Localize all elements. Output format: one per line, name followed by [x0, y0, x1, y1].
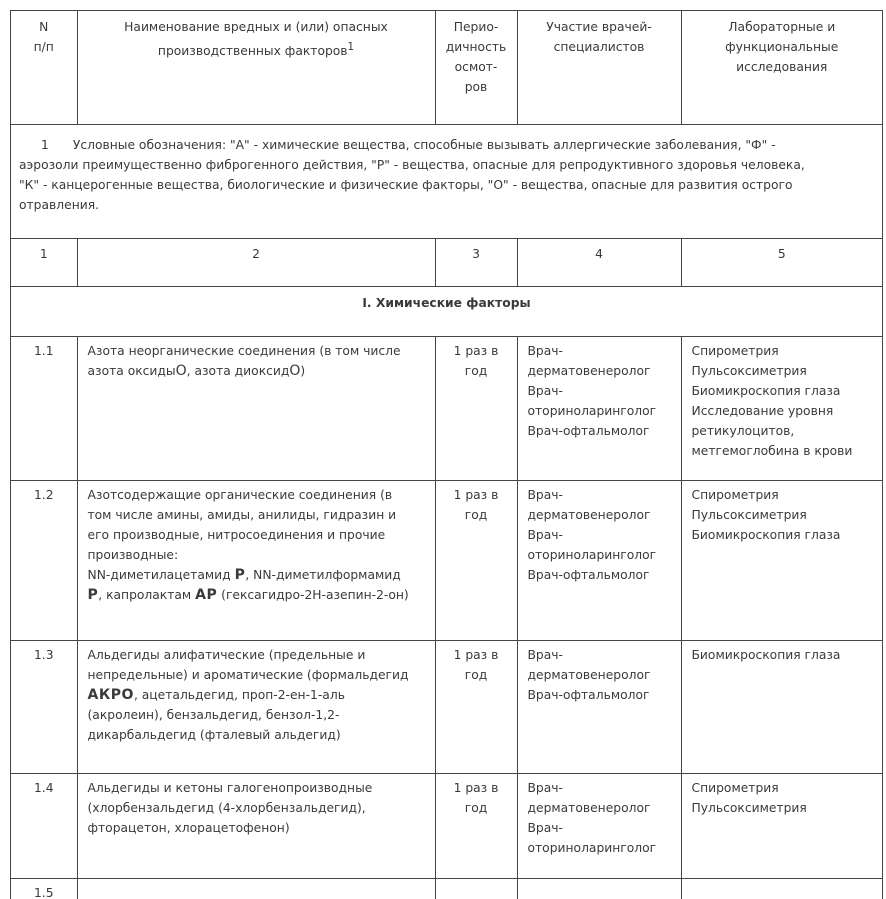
header-factor-name: Наименование вредных и (или) опасных производственных факторов$^1$ [77, 11, 435, 124]
row-doctors [517, 878, 681, 899]
section-title: I. Химические факторы [11, 286, 882, 336]
row-number: 1.3 [11, 640, 77, 773]
column-number: 4 [517, 238, 681, 286]
header-doctors: Участие врачей- специалистов [517, 11, 681, 124]
row-factor: Альдегиды и кетоны галогенопроизводные (хлорбензальдегид (4-хлорбензальдегид), фторацетон, хлорацетофенон) [77, 773, 435, 878]
header-tests: Лабораторные и функциональные исследования [681, 11, 882, 124]
row-number: 1.5 [11, 878, 77, 899]
column-number: 3 [435, 238, 517, 286]
row-doctors: Врач- дерматовенеролог Врач- оториноларинголог [517, 773, 681, 878]
row-factor: Альдегиды алифатические (предельные и непредельные) и ароматические (формальдегид АКРО, ацетальдегид, проп-2-ен-1-аль (акролеин), бензальдегид, бензол-1,2- дикарбальдегид (фталевый альдегид) [77, 640, 435, 773]
row-number: 1.4 [11, 773, 77, 878]
footnote-text: 1 Условные обозначения: "А" - химические вещества, способные вызывать аллергические заболевания, "Ф" - аэрозоли преимущественно фиброгенного действия, "Р" - вещества, опасные для репродуктивного здоровья человека, "К" - канцерогенные вещества, биологические и физические факторы, "О" - вещества, опасные для развития острого отравления. [11, 124, 882, 238]
section-row [11, 286, 882, 336]
row-doctors: Врач- дерматовенеролог Врач- оториноларинголог Врач-офтальмолог [517, 336, 681, 480]
table-row [11, 640, 882, 773]
row-tests: Спирометрия Пульсоксиметрия [681, 773, 882, 878]
column-number: 2 [77, 238, 435, 286]
row-factor: Азотсодержащие органические соединения (в том числе амины, амиды, анилиды, гидразин и его производные, нитросоединения и прочие производные: NN-диметилацетамид Р, NN-диметилформамид Р, капролактам АР (гексагидро-2Н-азепин-2-он) [77, 480, 435, 640]
table-row-partial [11, 878, 882, 899]
row-tests: Спирометрия Пульсоксиметрия Биомикроскопия глаза Исследование уровня ретикулоцитов, метгемоглобина в крови [681, 336, 882, 480]
row-period [435, 878, 517, 899]
table-row [11, 773, 882, 878]
row-doctors: Врач- дерматовенеролог Врач- оториноларинголог Врач-офтальмолог [517, 480, 681, 640]
factors-table [11, 11, 882, 899]
row-factor: Азота неорганические соединения (в том числе азота оксидыО, азота диоксидО) [77, 336, 435, 480]
footnote-mark: 1 [41, 137, 49, 152]
row-number: 1.2 [11, 480, 77, 640]
table-row [11, 480, 882, 640]
footnote-mark: 1 [347, 41, 355, 53]
column-number-row [11, 238, 882, 286]
header-number: N п/п [11, 11, 77, 124]
column-number: 1 [11, 238, 77, 286]
column-number: 5 [681, 238, 882, 286]
row-doctors: Врач- дерматовенеролог Врач-офтальмолог [517, 640, 681, 773]
row-period: 1 раз в год [435, 480, 517, 640]
header-periodicity: Перио- дичность осмот- ров [435, 11, 517, 124]
row-period: 1 раз в год [435, 773, 517, 878]
row-period: 1 раз в год [435, 336, 517, 480]
row-factor [77, 878, 435, 899]
row-tests [681, 878, 882, 899]
document-page [10, 10, 883, 899]
table-row [11, 336, 882, 480]
footnote-row [11, 124, 882, 238]
row-tests: Спирометрия Пульсоксиметрия Биомикроскопия глаза [681, 480, 882, 640]
row-tests: Биомикроскопия глаза [681, 640, 882, 773]
table-header-row [11, 11, 882, 124]
row-number: 1.1 [11, 336, 77, 480]
row-period: 1 раз в год [435, 640, 517, 773]
